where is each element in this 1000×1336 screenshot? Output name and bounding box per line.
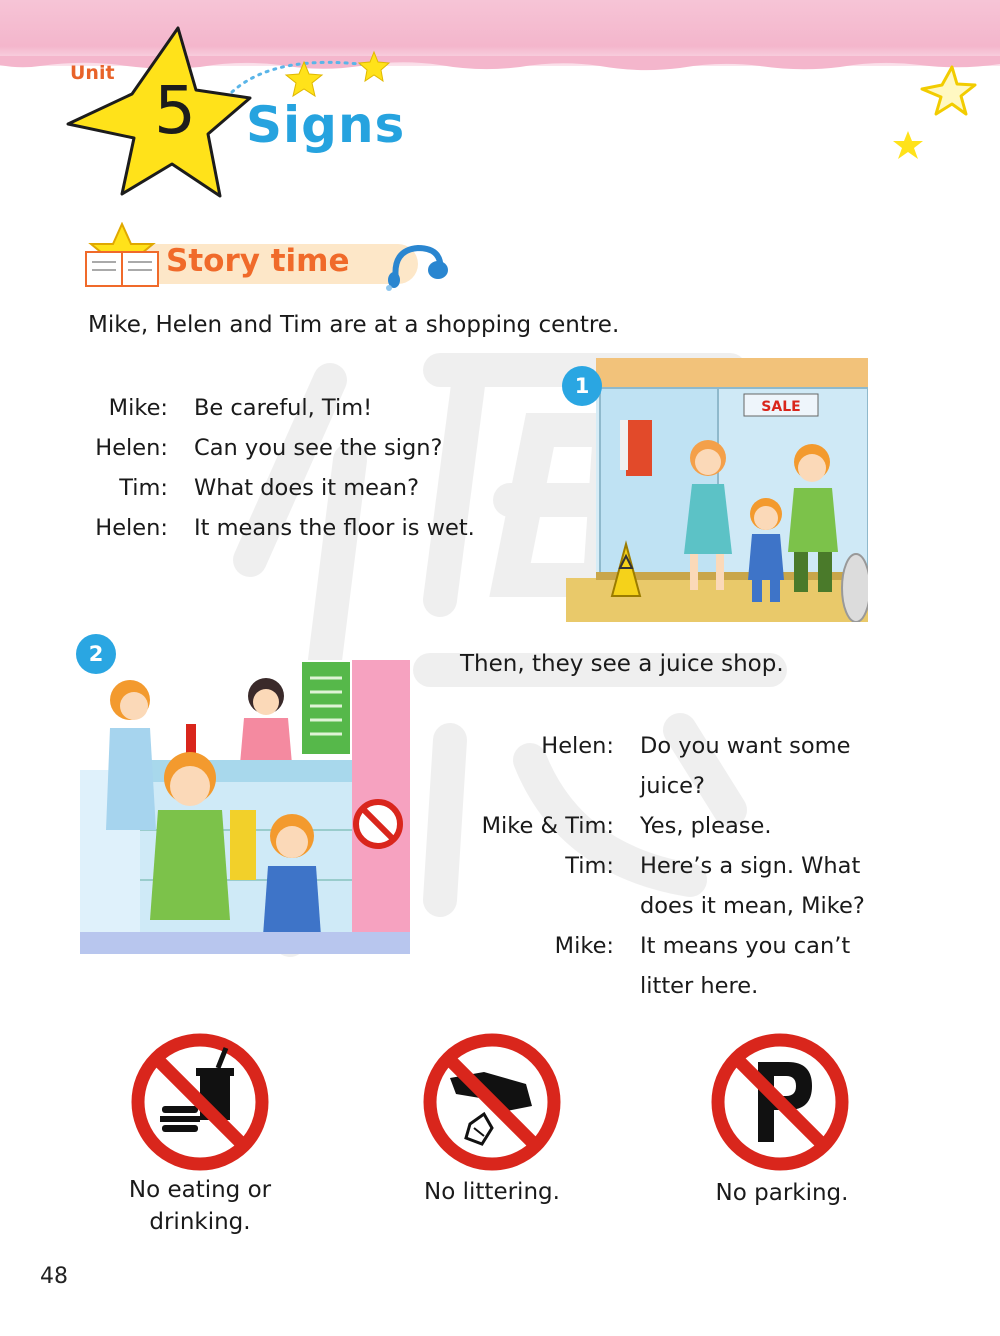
dialog-row <box>86 388 475 428</box>
dialog-row <box>86 508 475 548</box>
shopping-centre-illustration <box>566 358 868 622</box>
panel-number-badge: 1 <box>562 366 602 406</box>
no-eating-drinking-icon <box>130 1032 270 1172</box>
dialog-line: It means the floor is wet. <box>194 515 475 541</box>
caption-line: drinking. <box>149 1209 251 1235</box>
section-title: Story time <box>166 243 350 279</box>
story-narration: Then, they see a juice shop. <box>460 651 784 677</box>
dialog-row <box>458 966 865 1006</box>
dialog-line: does it mean, Mike? <box>640 893 865 919</box>
dialog-line: Here’s a sign. What <box>640 853 861 879</box>
story-intro: Mike, Helen and Tim are at a shopping centre. <box>88 312 620 338</box>
speaker-label: Helen: <box>95 515 168 541</box>
sale-sign-text: SALE <box>761 399 801 415</box>
dialog-row <box>458 806 865 846</box>
headphones-icon[interactable] <box>382 240 454 292</box>
speaker-label <box>458 966 614 1006</box>
speaker-label <box>458 766 614 806</box>
dialog-row <box>458 926 865 966</box>
caption-line: No littering. <box>424 1179 560 1205</box>
dialog-line: What does it mean? <box>194 475 420 501</box>
speaker-label: Mike: <box>108 395 168 421</box>
dialog-row <box>458 886 865 926</box>
no-parking-icon <box>710 1032 850 1172</box>
speaker-label: Tim: <box>565 853 614 879</box>
speaker-label: Mike & Tim: <box>481 813 614 839</box>
juice-shop-illustration <box>80 660 410 954</box>
dialog-line: Yes, please. <box>640 813 772 839</box>
dialog-line: juice? <box>640 773 705 799</box>
dialog-row <box>458 726 865 766</box>
page-number: 48 <box>40 1264 68 1289</box>
dialog-1 <box>86 388 475 548</box>
speaker-label: Helen: <box>95 435 168 461</box>
outline-star-icon <box>918 64 978 120</box>
small-star-icon <box>892 130 924 160</box>
no-littering-icon <box>422 1032 562 1172</box>
dialog-line: litter here. <box>640 973 759 999</box>
dialog-line: Do you want some <box>640 733 851 759</box>
dialog-row <box>86 428 475 468</box>
dotted-trail-decoration <box>226 44 396 104</box>
sign-caption <box>100 1174 300 1238</box>
dialog-line: Be careful, Tim! <box>194 395 373 421</box>
dialog-row <box>458 766 865 806</box>
unit-title: Signs <box>246 96 406 154</box>
dialog-row <box>458 846 865 886</box>
caption-line: No eating or <box>128 1177 272 1203</box>
speaker-label <box>458 886 614 926</box>
unit-number: 5 <box>154 72 196 149</box>
dialog-line: Can you see the sign? <box>194 435 443 461</box>
speaker-label: Tim: <box>119 475 168 501</box>
dialog-row <box>86 468 475 508</box>
dialog-2 <box>458 726 865 1006</box>
dialog-line: It means you can’t <box>640 933 851 959</box>
sign-caption <box>392 1176 592 1208</box>
panel-number-badge: 2 <box>76 634 116 674</box>
sign-caption <box>682 1177 882 1209</box>
caption-line: No parking. <box>715 1180 849 1206</box>
unit-label: Unit <box>70 62 115 84</box>
speaker-label: Helen: <box>541 733 614 759</box>
speaker-label: Mike: <box>554 933 614 959</box>
